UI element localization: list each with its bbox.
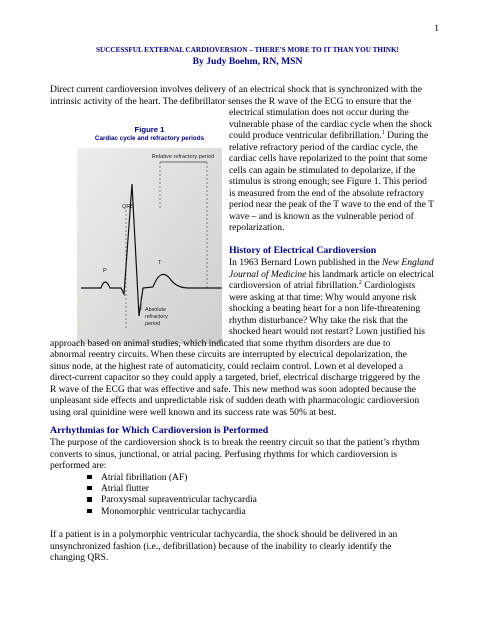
title-line: SUCCESSFUL EXTERNAL CARDIOVERSION – THERE'S MORE TO IT THAN YOU THINK! (96, 46, 399, 54)
figure-1 (76, 120, 223, 346)
qrs-label: QRS (122, 204, 135, 210)
history-line-6: rhythm disturbance? Why take the risk that the (229, 314, 408, 326)
t-wave-label: T (158, 260, 162, 266)
intro-line-13: repolarization. (229, 222, 285, 233)
intro-line-9: stimulus is strong enough; see Figure 1. This period (229, 176, 427, 187)
history-line-10: sinus node, at the highest rate of automaticity, could reclaim control. Lown et al developed a (50, 360, 404, 372)
relative-period-label: Relative refractory period (151, 154, 215, 160)
closing-line-2: unsynchronized fashion (i.e., defibrillation) because of the inability to clearly identify the (50, 540, 392, 552)
bullet-square-icon (87, 497, 92, 502)
intro-line-4: vulnerable phase of the cardiac cycle when the shock (229, 118, 433, 130)
author-byline: By Judy Boehm, RN, MSN (192, 55, 303, 67)
ecg-diagram (77, 148, 222, 344)
list-item: Monomorphic ventricular tachycardia (85, 506, 257, 517)
bullet-square-icon (87, 509, 92, 514)
arrhythmias-heading: Arrhythmias for Which Cardioversion is Performed (50, 425, 269, 436)
history-line-8: approach based on animal studies, which indicated that some rhythm disorders are due to (50, 337, 391, 349)
intro-line-6: relative refractory period of the cardiac cycle, the (229, 141, 418, 153)
intro-line-11: period near the peak of the T wave to the end of the T (229, 199, 434, 210)
bullet-square-icon (87, 486, 92, 491)
p-wave-label: P (103, 268, 107, 274)
intro-line-12: wave – and is known as the vulnerable period of (229, 210, 414, 222)
history-line-12: R wave of the ECG that was effective and safe. This new method was soon adopted because the (50, 383, 417, 395)
history-line-5: shocking a beating heart for a non life-threatening (229, 303, 421, 314)
intro-line-5: could produce ventricular defibrillation.$^1$ During the (229, 129, 429, 141)
intro-line-10: is measured from the end of the absolute refractory (229, 187, 425, 199)
intro-line-3: electrical stimulation does not occur during the (229, 107, 409, 118)
intro-line-7: cardiac cells have repolarized to the point that some (229, 153, 428, 164)
history-line-7: shocked heart would not restart? Lown justified his (229, 326, 425, 337)
closing-line-1: If a patient is in a polymorphic ventricular tachycardia, the shock should be delivered in an (50, 529, 398, 540)
arrhythmias-line-2: converts to sinus, junctional, or atrial pacing. Perfusing rhythms for which cardioversion is (50, 448, 398, 460)
history-line-14: using oral quinidine were well known and its success rate was 50% at best. (50, 406, 337, 418)
arrhythmias-line-3: performed are: (50, 460, 107, 471)
rhythm-list (85, 472, 257, 518)
figure-subcaption: Cardiac cycle and refractory periods (94, 135, 205, 142)
list-item: Atrial fibrillation (AF) (85, 472, 257, 483)
history-line-9: abnormal reentry circuits. When these circuits are interrupted by electrical depolarization, the (50, 349, 407, 360)
article-title (50, 46, 445, 67)
footnote-ref-2: 2 (358, 279, 362, 286)
absolute-label-3: period (145, 321, 160, 327)
history-line-3: cardioversion of atrial fibrillation.$^2$ Cardiologists (229, 279, 416, 291)
history-line-11: direct-current capacitor so they could apply a targeted, brief, electrical discharge triggered by the (50, 372, 420, 383)
list-item: Paroxysmal supraventricular tachycardia (85, 494, 257, 505)
absolute-label-1: Absolute (145, 307, 166, 313)
absolute-label-2: refractory (145, 314, 168, 320)
closing-line-3: changing QRS. (50, 552, 109, 563)
history-heading: History of Electrical Cardioversion (229, 245, 377, 256)
list-item: Atrial flutter (85, 483, 257, 494)
page-number: 1 (434, 24, 439, 34)
intro-line-8: cells can again be stimulated to depolarize, if the (229, 164, 416, 176)
intro-line-2: intrinsic activity of the heart. The defibrillator senses the R wave of the ECG to ensure that the (50, 95, 412, 107)
history-line-2: Journal of Medicine his landmark article on electrical (229, 268, 434, 280)
history-line-13: unpleasant side effects and unpredictable risk of sudden death with pharmacologic cardioversion (50, 395, 420, 406)
intro-line-1: Direct current cardioversion involves delivery of an electrical shock that is synchronized with the (50, 84, 422, 95)
footnote-ref-1: 1 (381, 129, 385, 136)
arrhythmias-line-1: The purpose of the cardioversion shock is to break the reentry circuit so that the patient’s rhythm (50, 437, 420, 448)
history-line-4: were asking at that time: Why would anyone risk (229, 291, 417, 303)
history-line-1: In 1963 Bernard Lown published in the New England (229, 257, 434, 268)
bullet-square-icon (87, 475, 92, 480)
figure-caption: Figure 1 (134, 125, 165, 134)
